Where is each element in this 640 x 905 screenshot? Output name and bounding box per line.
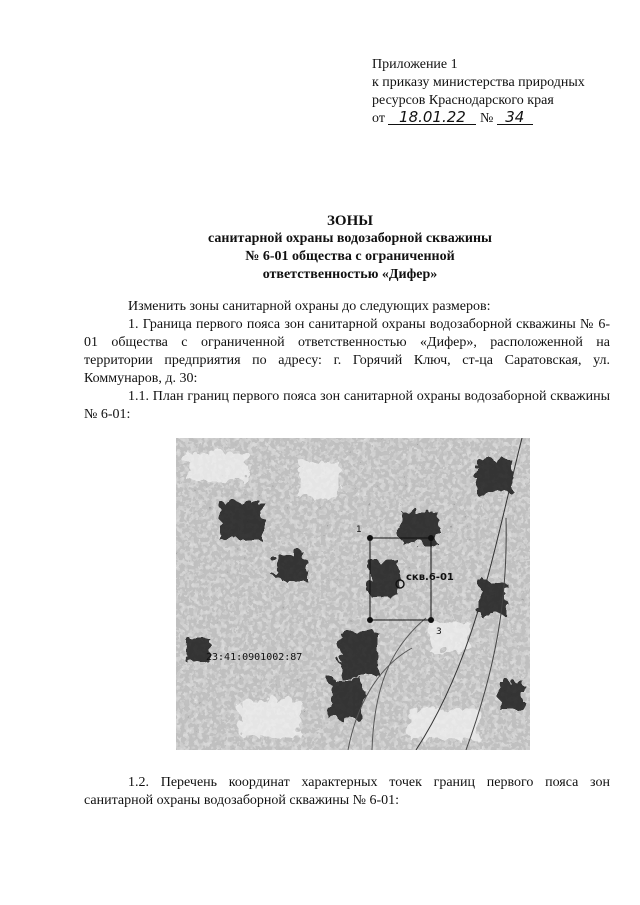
- from-label: от: [372, 111, 385, 126]
- order-reference: к приказу министерства природных: [372, 75, 585, 90]
- cadastral-label: 23:41:0901002:87: [206, 652, 303, 663]
- intro-paragraph: Изменить зоны санитарной охраны до следующих размеров:: [128, 299, 491, 314]
- paragraph-1-1: 1.1. План границ первого пояса зон санитарной охраны водозаборной скважины № 6-01:: [84, 389, 610, 422]
- well-label: скв.6-01: [406, 572, 454, 583]
- boundary-point-4: [367, 617, 373, 623]
- point-1-label: 1: [356, 525, 362, 535]
- order-number: 34: [497, 110, 533, 125]
- boundary-point-2: [428, 535, 434, 541]
- title-line-2: санитарной охраны водозаборной скважины: [208, 231, 492, 246]
- point-3-label: 3: [436, 627, 442, 637]
- appendix-title: Приложение 1: [372, 57, 458, 72]
- appendix-header: [372, 56, 585, 128]
- title-zones: ЗОНЫ: [327, 213, 373, 229]
- site-plan-map: [176, 438, 530, 750]
- paragraph-1: 1. Граница первого пояса зон санитарной охраны водозаборной скважины № 6-01 общества с ограниченной ответственностью «Дифер», расположенной на территории предприятия по адресу: г. Горячий Ключ, ст-ца Саратовская, ул. Коммунаров, д. 30:: [84, 317, 610, 386]
- title-line-4: ответственностью «Дифер»: [262, 267, 438, 282]
- ministry-name: ресурсов Краснодарского края: [372, 93, 554, 108]
- boundary-point-1: [367, 535, 373, 541]
- number-label: №: [479, 111, 494, 126]
- boundary-point-3: [428, 617, 434, 623]
- order-date-line: [372, 110, 585, 128]
- document-title: [100, 212, 600, 284]
- order-date: 18.01.22: [388, 110, 476, 125]
- paragraph-1-2: 1.2. Перечень координат характерных точек границ первого пояса зон санитарной охраны водозаборной скважины № 6-01:: [84, 775, 610, 808]
- title-line-3: № 6-01 общества с ограниченной: [245, 249, 455, 264]
